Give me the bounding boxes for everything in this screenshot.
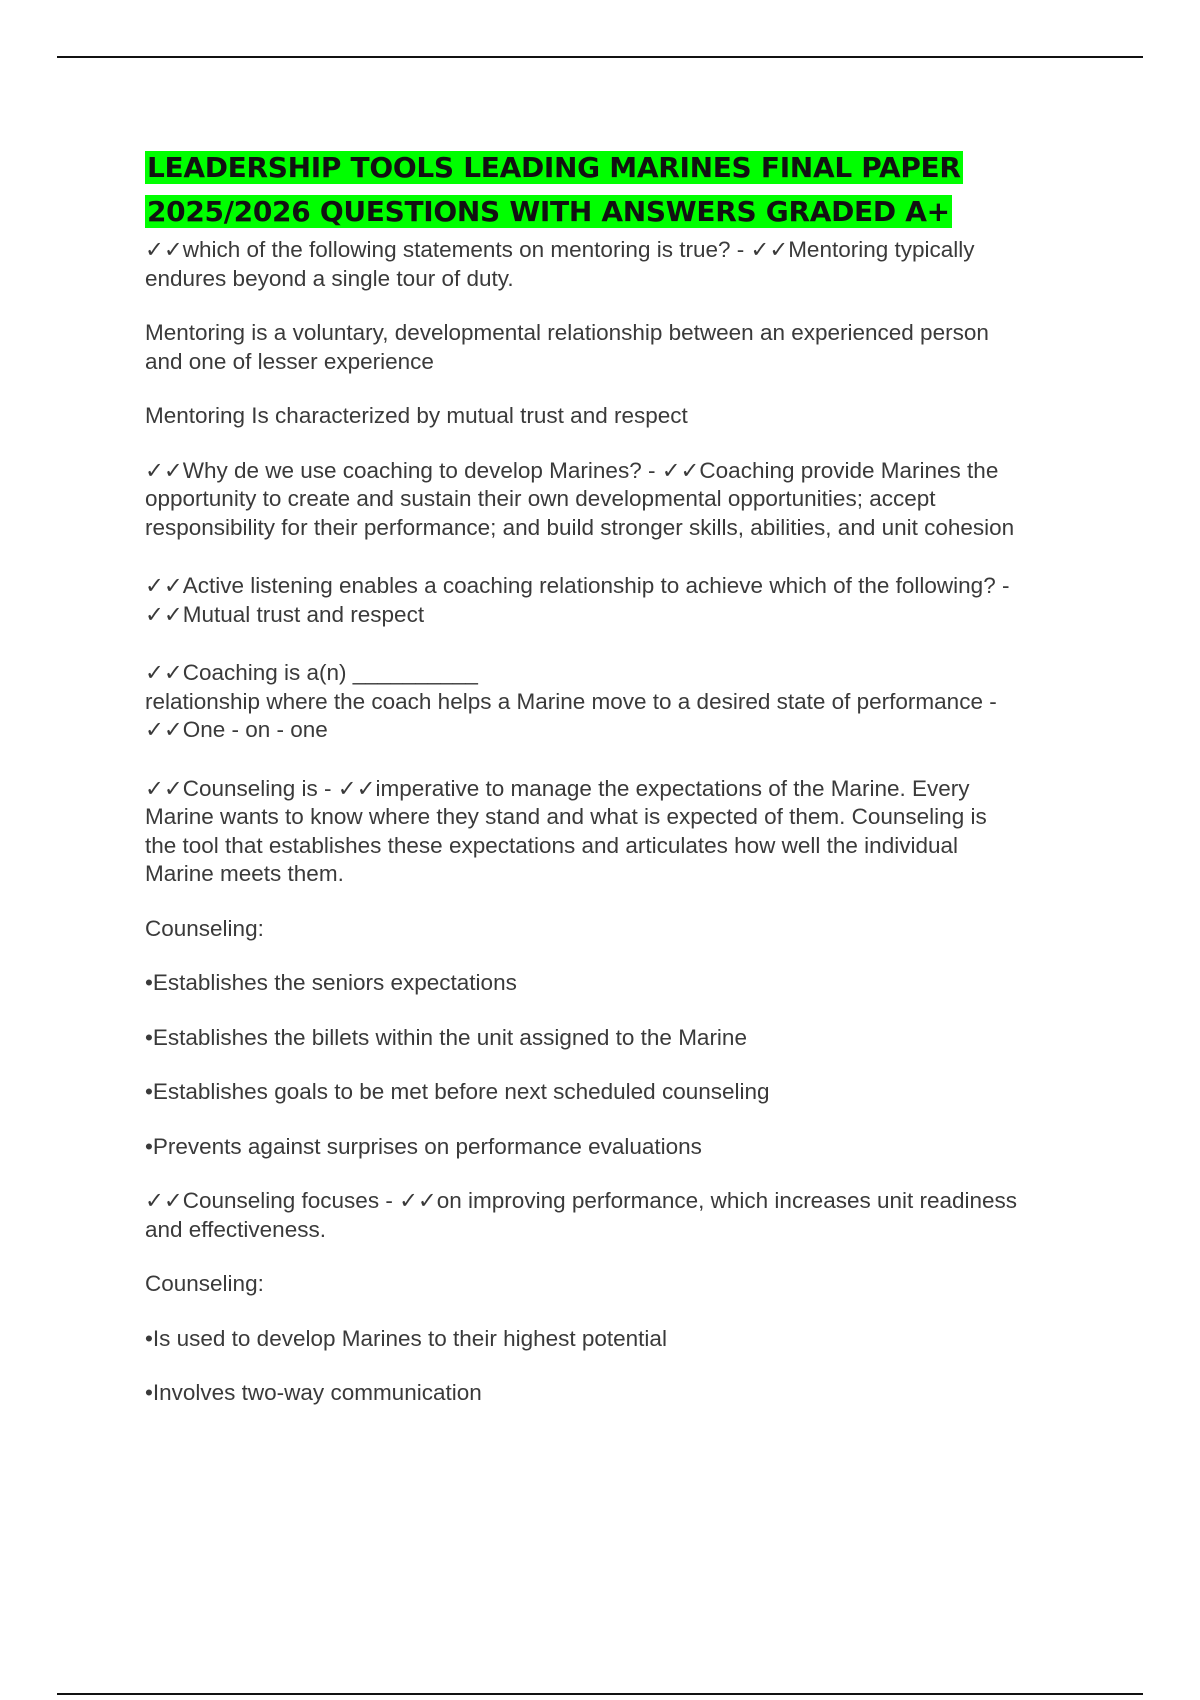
paragraph-active-listening xyxy=(145,572,1090,629)
title-line-1: LEADERSHIP TOOLS LEADING MARINES FINAL PAPER xyxy=(147,151,961,184)
paragraph-counseling-is xyxy=(145,775,1090,889)
text-line: •Is used to develop Marines to their highest potential xyxy=(145,1325,667,1351)
text-line: •Involves two-way communication xyxy=(145,1380,482,1405)
text-line: •Establishes the seniors expectations xyxy=(145,970,517,995)
paragraph-mentoring-definition xyxy=(145,319,1090,376)
text-line: Counseling: xyxy=(145,915,264,941)
top-rule xyxy=(57,56,1143,58)
paragraph-counseling-focuses xyxy=(145,1187,1090,1244)
text-line: Counseling: xyxy=(145,1271,264,1296)
text-line: the tool that establishes these expectations and articulates how well the individual xyxy=(145,832,958,858)
text-line: ✓✓Active listening enables a coaching relationship to achieve which of the following? - xyxy=(145,573,1010,598)
text-line: Marine meets them. xyxy=(145,861,344,886)
list-item-billets xyxy=(145,1024,1090,1053)
text-line: relationship where the coach helps a Marine move to a desired state of performance - xyxy=(145,688,997,714)
paragraph-coaching-why xyxy=(145,457,1090,543)
list-item-highest-potential xyxy=(145,1325,1090,1354)
document-title xyxy=(145,146,1090,234)
paragraph-mentoring-trust xyxy=(145,402,1090,431)
list-item-two-way-communication xyxy=(145,1379,1090,1408)
text-line: responsibility for their performance; and build stronger skills, abilities, and unit cohesion xyxy=(145,514,1015,540)
paragraph-coaching-is xyxy=(145,659,1090,745)
text-line: ✓✓Counseling is - ✓✓imperative to manage the expectations of the Marine. Every xyxy=(145,775,970,801)
paragraph-counseling-heading-2 xyxy=(145,1270,1090,1299)
document-body xyxy=(145,146,1090,1408)
text-line: Mentoring is a voluntary, developmental relationship between an experienced person xyxy=(145,320,989,345)
text-line: ✓✓which of the following statements on mentoring is true? - ✓✓Mentoring typically xyxy=(145,237,975,262)
title-highlight xyxy=(145,151,963,228)
text-line: endures beyond a single tour of duty. xyxy=(145,265,514,291)
text-line: ✓✓Coaching is a(n) __________ xyxy=(145,660,478,685)
text-line: ✓✓Why de we use coaching to develop Marines? - ✓✓Coaching provide Marines the xyxy=(145,457,999,483)
text-line: Marine wants to know where they stand and what is expected of them. Counseling is xyxy=(145,804,987,829)
text-line: ✓✓One - on - one xyxy=(145,717,328,742)
list-item-surprises xyxy=(145,1133,1090,1162)
text-line: •Establishes the billets within the unit assigned to the Marine xyxy=(145,1024,747,1050)
text-line: ✓✓Counseling focuses - ✓✓on improving performance, which increases unit readiness xyxy=(145,1188,1018,1213)
text-line: opportunity to create and sustain their own developmental opportunities; accept xyxy=(145,486,936,511)
text-line: and one of lesser experience xyxy=(145,348,434,374)
text-line: •Prevents against surprises on performance evaluations xyxy=(145,1133,702,1159)
title-line-2: 2025/2026 QUESTIONS WITH ANSWERS GRADED A+ xyxy=(147,195,950,228)
text-line: and effectiveness. xyxy=(145,1216,326,1242)
text-line: •Establishes goals to be met before next scheduled counseling xyxy=(145,1079,770,1104)
paragraph-counseling-heading-1 xyxy=(145,915,1090,944)
list-item-seniors-expectations xyxy=(145,969,1090,998)
paragraph-mentoring-question xyxy=(145,236,1090,293)
text-line: ✓✓Mutual trust and respect xyxy=(145,601,425,627)
text-line: Mentoring Is characterized by mutual trust and respect xyxy=(145,403,688,428)
bottom-rule xyxy=(57,1693,1143,1695)
list-item-goals xyxy=(145,1078,1090,1107)
